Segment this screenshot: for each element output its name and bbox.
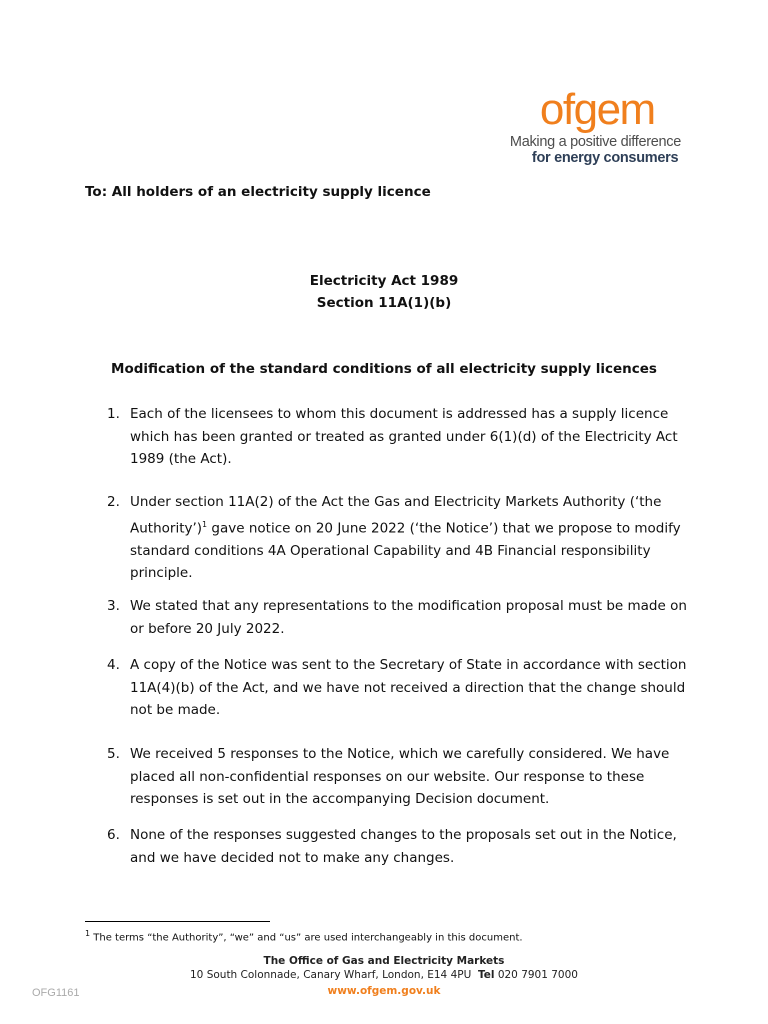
list-item [107, 654, 687, 722]
footer-address: 10 South Colonnade, Canary Wharf, London, E14 4PU [190, 969, 472, 981]
list-item [107, 491, 687, 585]
item-number: 1. [107, 406, 120, 422]
item-number: 3. [107, 598, 120, 614]
act-title: Electricity Act 1989 [309, 273, 459, 289]
item-number: 6. [107, 827, 120, 843]
footer-organisation: The Office of Gas and Electricity Markets [263, 955, 505, 967]
footnote-divider [85, 921, 270, 922]
item-number: 5. [107, 746, 120, 762]
footnote [85, 929, 523, 943]
document-reference: OFG1161 [32, 987, 80, 999]
item-text-before: Under section 11A(2) of the Act the Gas and Electricity Markets Authority (‘the Authority’) [130, 494, 662, 536]
item-text: None of the responses suggested changes to the proposals set out in the Notice, and we have decided not to make any changes. [130, 827, 677, 866]
footer-tel: 020 7901 7000 [497, 969, 578, 981]
list-item [107, 824, 687, 869]
item-text: Each of the licensees to whom this document is addressed has a supply licence which has been granted or treated as granted under 6(1)(d) of the Electricity Act 1989 (the Act). [130, 406, 678, 467]
footer-address-line [0, 969, 768, 981]
ofgem-logo [509, 85, 681, 166]
document-title: Modification of the standard conditions of all electricity supply licences [111, 361, 657, 377]
item-number: 4. [107, 657, 120, 673]
item-text: We received 5 responses to the Notice, which we carefully considered. We have placed all non-confidential responses on our website. Our response to these responses is set out in the accompanying Decision document. [130, 746, 670, 807]
item-text: We stated that any representations to the modification proposal must be made on or before 20 July 2022. [130, 598, 687, 637]
item-number: 2. [107, 494, 120, 510]
footnote-reference[interactable]: 1 [202, 519, 208, 529]
footer-tel-label: Tel [477, 969, 495, 981]
footnote-text: The terms “the Authority”, “we” and “us” are used interchangeably in this document. [90, 932, 523, 944]
footnote-mark: 1 [85, 929, 91, 938]
item-text [130, 491, 687, 585]
item-text-after: gave notice on 20 June 2022 (‘the Notice’) that we propose to modify standard conditions 4A Operational Capability and 4B Financial responsibility principle. [130, 520, 681, 581]
logo-wordmark: ofgem [539, 85, 655, 134]
footer-website-link[interactable]: www.ofgem.gov.uk [327, 985, 441, 997]
addressee: To: All holders of an electricity supply licence [85, 184, 431, 200]
logo-tagline-1: Making a positive difference [509, 134, 681, 150]
list-item [107, 403, 687, 471]
list-item [107, 595, 687, 640]
item-text: A copy of the Notice was sent to the Secretary of State in accordance with section 11A(4)(b) of the Act, and we have not received a direction that the change should not be made. [130, 657, 687, 718]
list-item [107, 743, 687, 811]
logo-tagline-2: for energy consumers [531, 150, 679, 166]
act-section: Section 11A(1)(b) [316, 295, 452, 311]
